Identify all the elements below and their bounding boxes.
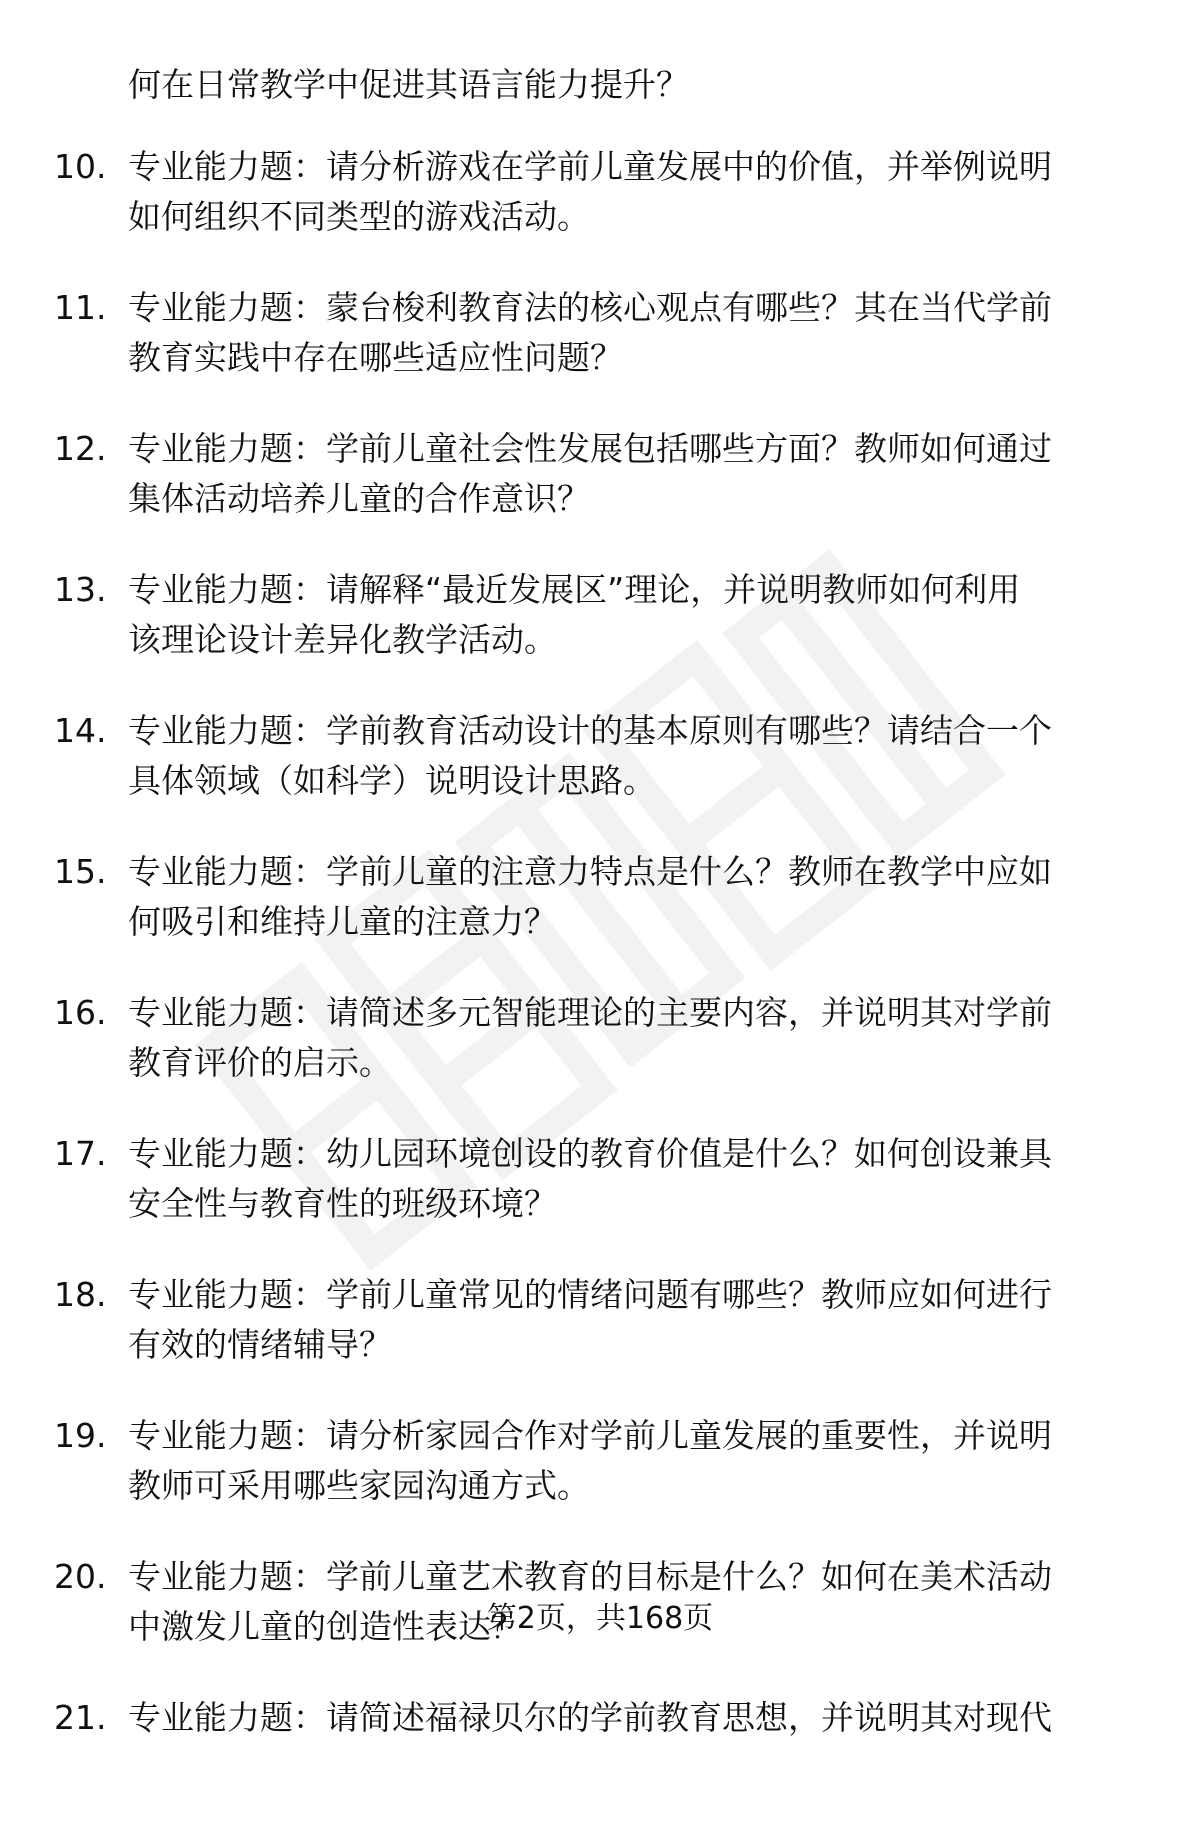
item-number: 21. bbox=[54, 1698, 107, 1737]
item-text-line: 专业能力题：学前儿童的注意力特点是什么？教师在教学中应如 bbox=[128, 852, 1052, 891]
item-number: 12. bbox=[54, 429, 107, 468]
list-item bbox=[0, 1693, 1200, 1834]
item-number: 14. bbox=[54, 711, 107, 750]
item-text-line: 教育评价的启示。 bbox=[128, 1043, 392, 1082]
item-text bbox=[128, 283, 1140, 383]
item-text bbox=[128, 847, 1140, 947]
page-number-footer: 第2页，共168页 bbox=[486, 1601, 714, 1636]
item-text-line: 专业能力题：学前教育活动设计的基本原则有哪些？请结合一个 bbox=[128, 711, 1052, 750]
list-item bbox=[0, 142, 1200, 283]
list-item bbox=[0, 988, 1200, 1129]
item-text bbox=[128, 1129, 1140, 1229]
item-text bbox=[128, 1270, 1140, 1370]
item-number: 15. bbox=[54, 852, 107, 891]
item-number: 13. bbox=[54, 570, 107, 609]
item-text-line: 教育实践中存在哪些适应性问题？ bbox=[128, 338, 623, 377]
list-item bbox=[0, 283, 1200, 424]
item-text bbox=[128, 565, 1140, 665]
list-item bbox=[0, 1411, 1200, 1552]
item-text-line: 专业能力题：请分析家园合作对学前儿童发展的重要性，并说明 bbox=[128, 1416, 1052, 1455]
continuation-line: 何在日常教学中促进其语言能力提升？ bbox=[128, 65, 689, 104]
item-text-line: 该理论设计差异化教学活动。 bbox=[128, 620, 557, 659]
item-text bbox=[128, 1411, 1140, 1511]
item-text bbox=[128, 142, 1140, 242]
item-text-line: 专业能力题：请解释“最近发展区”理论，并说明教师如何利用 bbox=[128, 570, 1021, 609]
item-text bbox=[128, 706, 1140, 806]
item-number: 10. bbox=[54, 147, 107, 186]
item-text-line: 专业能力题：请分析游戏在学前儿童发展中的价值，并举例说明 bbox=[128, 147, 1052, 186]
item-text-line: 具体领域（如科学）说明设计思路。 bbox=[128, 761, 656, 800]
item-text-line: 专业能力题：请简述多元智能理论的主要内容，并说明其对学前 bbox=[128, 993, 1052, 1032]
item-text-line: 教师可采用哪些家园沟通方式。 bbox=[128, 1466, 590, 1505]
item-number: 17. bbox=[54, 1134, 107, 1173]
list-item bbox=[0, 847, 1200, 988]
item-number: 11. bbox=[54, 288, 107, 327]
item-text bbox=[128, 424, 1140, 524]
item-text bbox=[128, 988, 1140, 1088]
item-text-line: 专业能力题：请简述福禄贝尔的学前教育思想，并说明其对现代 bbox=[128, 1698, 1052, 1737]
item-number: 16. bbox=[54, 993, 107, 1032]
item-number: 19. bbox=[54, 1416, 107, 1455]
list-item bbox=[0, 1270, 1200, 1411]
item-text-line: 专业能力题：学前儿童常见的情绪问题有哪些？教师应如何进行 bbox=[128, 1275, 1052, 1314]
list-item bbox=[0, 1129, 1200, 1270]
list-item bbox=[0, 706, 1200, 847]
item-number: 18. bbox=[54, 1275, 107, 1314]
item-text bbox=[128, 1693, 1140, 1743]
item-text-line: 专业能力题：学前儿童艺术教育的目标是什么？如何在美术活动 bbox=[128, 1557, 1052, 1596]
list-item bbox=[0, 424, 1200, 565]
item-text-line: 专业能力题：幼儿园环境创设的教育价值是什么？如何创设兼具 bbox=[128, 1134, 1052, 1173]
list-item bbox=[0, 565, 1200, 706]
item-text-line: 集体活动培养儿童的合作意识？ bbox=[128, 479, 590, 518]
question-list bbox=[0, 142, 1200, 1834]
item-text-line: 安全性与教育性的班级环境？ bbox=[128, 1184, 557, 1223]
item-number: 20. bbox=[54, 1557, 107, 1596]
item-text-line: 何吸引和维持儿童的注意力？ bbox=[128, 902, 557, 941]
item-text-line: 中激发儿童的创造性表达？ bbox=[128, 1607, 524, 1646]
item-text-line: 如何组织不同类型的游戏活动。 bbox=[128, 197, 590, 236]
item-text-line: 专业能力题：学前儿童社会性发展包括哪些方面？教师如何通过 bbox=[128, 429, 1052, 468]
item-text-line: 有效的情绪辅导？ bbox=[128, 1325, 392, 1364]
item-text-line: 专业能力题：蒙台梭利教育法的核心观点有哪些？其在当代学前 bbox=[128, 288, 1052, 327]
